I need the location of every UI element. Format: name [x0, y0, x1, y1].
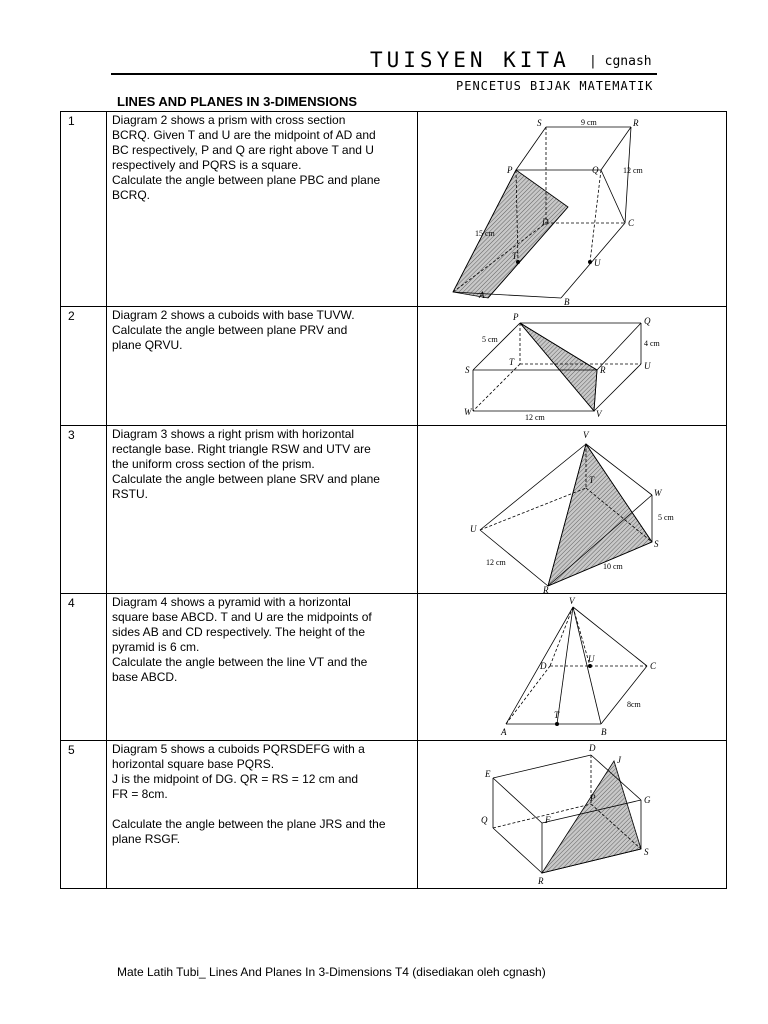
question-line: pyramid is 6 cm.: [112, 640, 200, 654]
question-number: 4: [61, 594, 107, 741]
dim-left: 5 cm: [482, 335, 498, 344]
question-text: [107, 112, 418, 307]
question-line: J is the midpoint of DG. QR = RS = 12 cm and: [112, 772, 359, 786]
label-u: U: [594, 258, 601, 268]
label-a: A: [479, 290, 485, 300]
label-v: V: [596, 409, 602, 419]
label-c: C: [628, 218, 635, 228]
question-text: [107, 741, 418, 889]
question-line: RSTU.: [112, 487, 148, 501]
label-r: R: [633, 118, 639, 128]
label-p: P: [513, 312, 519, 322]
question-line: BC respectively, P and Q are right above T and U: [112, 143, 374, 157]
question-text: [107, 594, 418, 741]
question-line: Calculate the angle between plane PBC and plane: [112, 173, 381, 187]
question-line: BCRQ.: [112, 188, 151, 202]
label-g: G: [644, 795, 651, 805]
point-t: [555, 722, 559, 726]
question-line: horizontal square base PQRS.: [112, 757, 275, 771]
label-s: S: [537, 118, 542, 128]
site-subtitle: PENCETUS BIJAK MATEMATIK: [456, 79, 654, 93]
cuboid-5-diagram: [418, 741, 726, 888]
question-line: plane RSGF.: [112, 832, 181, 846]
question-line: square base ABCD. T and U are the midpoints of: [112, 610, 372, 624]
questions-table: [60, 111, 727, 889]
question-line: Diagram 3 shows a right prism with horizontal: [112, 427, 355, 441]
label-r: R: [600, 365, 606, 375]
question-figure: [418, 426, 727, 594]
question-line: Diagram 2 shows a prism with cross section: [112, 113, 346, 127]
label-t: T: [509, 357, 515, 367]
label-p: P: [590, 793, 596, 803]
dim-right: 4 cm: [644, 339, 660, 348]
label-t: T: [554, 710, 560, 720]
question-line: BCRQ. Given T and U are the midpoint of AD and: [112, 128, 376, 142]
question-line: Diagram 5 shows a cuboids PQRSDEFG with a: [112, 742, 365, 756]
question-figure: [418, 112, 727, 307]
point-u: [588, 664, 592, 668]
question-line: Diagram 2 shows a cuboids with base TUVW.: [112, 308, 355, 322]
question-line: base ABCD.: [112, 670, 178, 684]
dim-right: 12 cm: [623, 166, 643, 175]
question-line: Calculate the angle between plane PRV and: [112, 323, 348, 337]
question-row-1: [61, 112, 727, 307]
question-number: 3: [61, 426, 107, 594]
question-line: sides AB and CD respectively. The height of the: [112, 625, 366, 639]
label-q: Q: [644, 316, 651, 326]
dim-left: 12 cm: [486, 558, 506, 567]
question-row-2: [61, 307, 727, 426]
dim-top: 9 cm: [581, 118, 597, 127]
label-j: J: [617, 755, 621, 765]
question-line: FR = 8cm.: [112, 787, 168, 801]
question-text: [107, 426, 418, 594]
label-u: U: [588, 654, 595, 664]
header-rule: [111, 73, 657, 75]
label-p: P: [507, 165, 513, 175]
label-f: F: [545, 815, 551, 825]
question-figure: [418, 594, 727, 741]
question-number: 5: [61, 741, 107, 889]
label-t: T: [589, 475, 595, 485]
question-row-4: [61, 594, 727, 741]
dim-bottom: 12 cm: [525, 413, 545, 422]
dim-bottom: 10 cm: [603, 562, 623, 571]
question-figure: [418, 741, 727, 889]
label-s: S: [654, 539, 659, 549]
label-r: R: [543, 585, 549, 593]
dim-left: 15 cm: [475, 229, 495, 238]
label-b: B: [564, 297, 570, 306]
label-s: S: [644, 847, 649, 857]
dim-side: 8cm: [627, 700, 641, 709]
question-line: Calculate the angle between the plane JRS and the: [112, 817, 386, 831]
label-d: D: [542, 217, 549, 227]
label-d: D: [589, 743, 596, 753]
label-v: V: [583, 430, 589, 440]
label-t: T: [512, 251, 518, 261]
label-s: S: [465, 365, 470, 375]
label-e: E: [485, 769, 491, 779]
question-row-5: [61, 741, 727, 889]
question-line: respectively and PQRS is a square.: [112, 158, 302, 172]
question-line: Calculate the angle between the line VT and the: [112, 655, 368, 669]
page-heading: LINES AND PLANES IN 3-DIMENSIONS: [117, 94, 358, 109]
right-prism-diagram: [418, 426, 726, 593]
question-line: Diagram 4 shows a pyramid with a horizontal: [112, 595, 351, 609]
label-q: Q: [481, 815, 488, 825]
prism-diagram: [418, 112, 726, 306]
pyramid-diagram: [418, 594, 726, 740]
cuboid-diagram: [418, 307, 726, 425]
question-figure: [418, 307, 727, 426]
label-u: U: [470, 524, 477, 534]
label-r: R: [538, 876, 544, 886]
label-b: B: [601, 727, 607, 737]
question-line: rectangle base. Right triangle RSW and UTV are: [112, 442, 371, 456]
point-u: [588, 260, 592, 264]
label-c: C: [650, 661, 657, 671]
dim-right: 5 cm: [658, 513, 674, 522]
label-q: Q: [592, 165, 599, 175]
question-number: 2: [61, 307, 107, 426]
label-a: A: [501, 727, 507, 737]
page-footer: Mate Latih Tubi_ Lines And Planes In 3-Dimensions T4 (disediakan oleh cgnash): [117, 965, 546, 979]
question-line: Calculate the angle between plane SRV and plane: [112, 472, 380, 486]
question-text: [107, 307, 418, 426]
label-w: W: [654, 488, 662, 498]
question-line: the uniform cross section of the prism.: [112, 457, 315, 471]
question-row-3: [61, 426, 727, 594]
label-d: D: [540, 661, 547, 671]
author-tag: | cgnash: [589, 54, 652, 69]
label-v: V: [569, 596, 575, 606]
question-blank-line: [112, 802, 413, 817]
label-u: U: [644, 361, 651, 371]
question-line: plane QRVU.: [112, 338, 183, 352]
label-w: W: [464, 407, 472, 417]
question-number: 1: [61, 112, 107, 307]
site-title: TUISYEN KITA: [370, 48, 570, 72]
